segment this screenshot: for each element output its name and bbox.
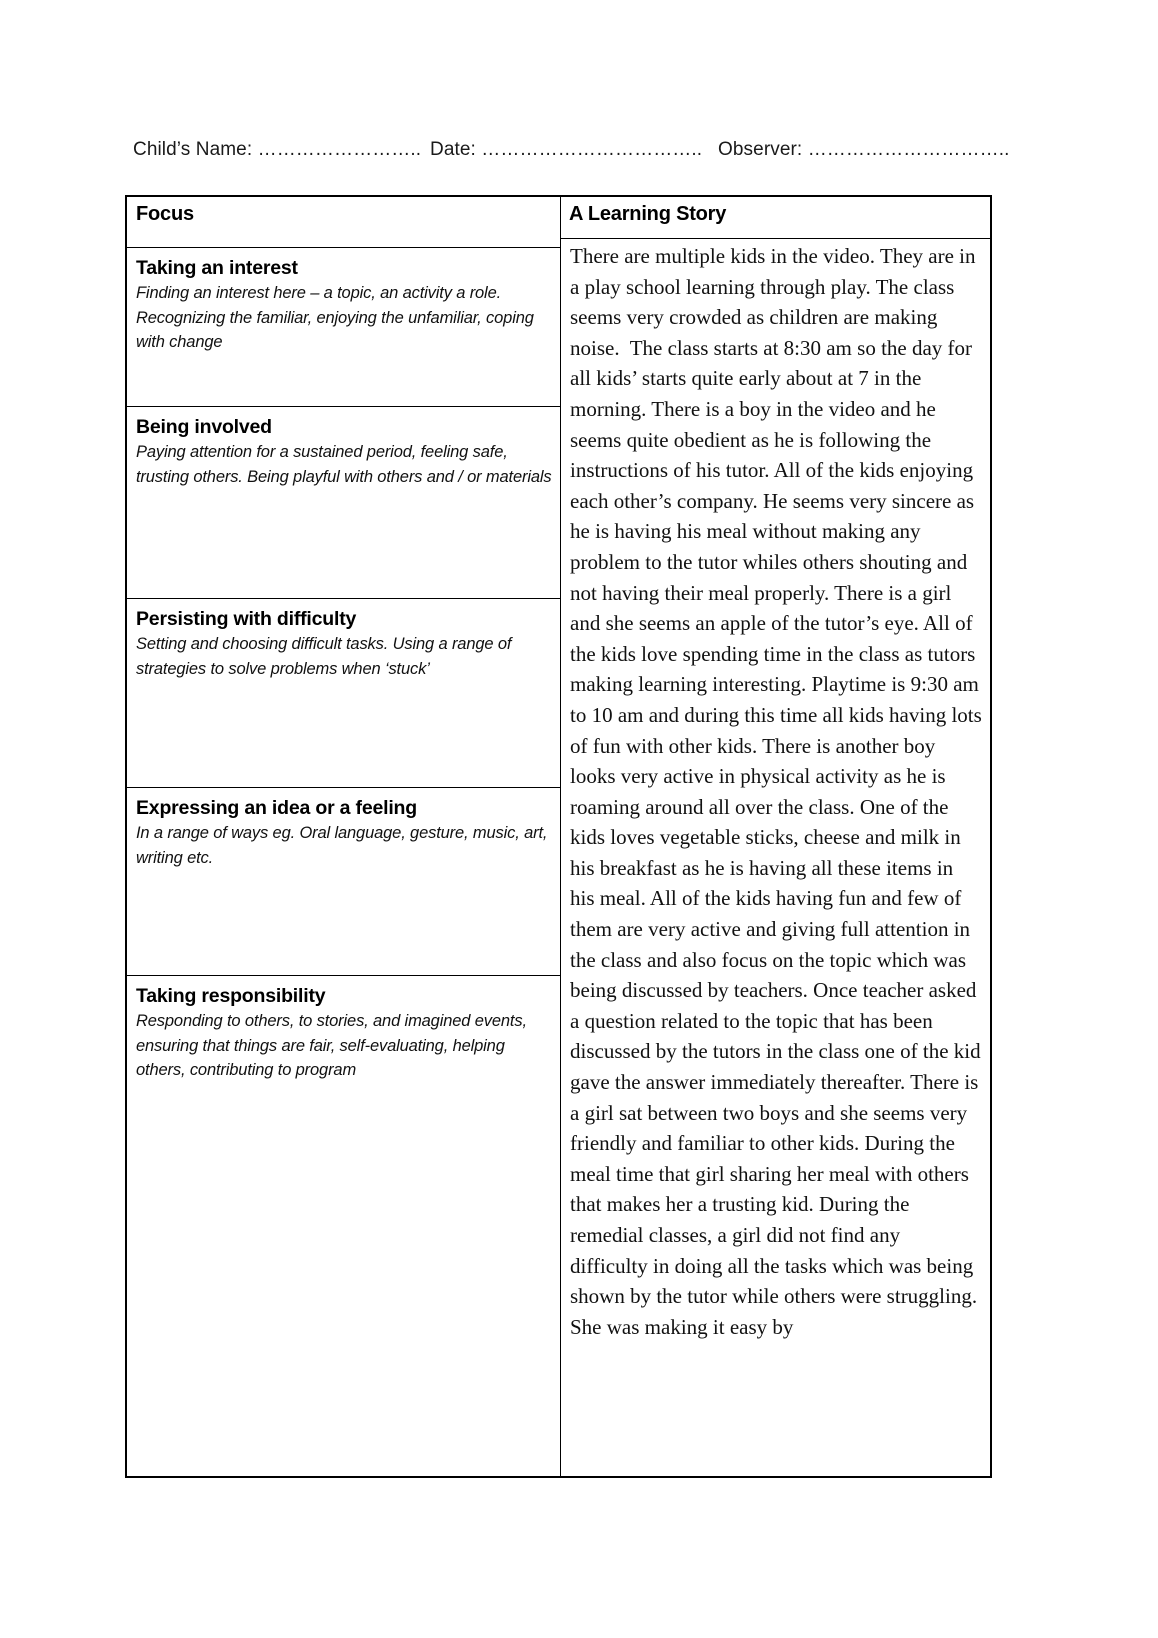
focus-column [127, 197, 560, 1476]
focus-row-title: Taking an interest [136, 257, 298, 279]
child-name-field: Child’s Name: …………………….. [133, 139, 422, 160]
focus-row-expressing-idea-or-feeling [127, 788, 560, 976]
story-column [560, 197, 990, 1476]
focus-row-taking-an-interest [127, 248, 560, 407]
focus-row-description: Responding to others, to stories, and imagined events, ensuring that things are fair, self-evaluating, helping others, contributing to program [136, 1012, 527, 1079]
focus-row-title: Persisting with difficulty [136, 608, 357, 630]
focus-row-description: In a range of ways eg. Oral language, gesture, music, art, writing etc. [136, 824, 548, 867]
focus-row-description: Setting and choosing difficult tasks. Using a range of strategies to solve problems when ‘stuck’ [136, 635, 512, 678]
header-fields [0, 138, 1158, 164]
focus-row-description: Paying attention for a sustained period, feeling safe, trusting others. Being playful with others and / or materials [136, 443, 552, 486]
learning-story-table [125, 195, 992, 1478]
focus-row-persisting-with-difficulty [127, 599, 560, 788]
focus-row-taking-responsibility [127, 976, 560, 1476]
focus-row-title: Expressing an idea or a feeling [136, 797, 417, 819]
focus-row-title: Being involved [136, 416, 272, 438]
focus-row-being-involved [127, 407, 560, 599]
date-field: Date: …………………………….. [430, 139, 703, 160]
story-cell [561, 239, 990, 1476]
learning-story-text: There are multiple kids in the video. They are in a play school learning through play. The class seems very crowded as children are making noise. The class starts at 8:30 am so the day for all kids’ starts quite early about at 7 in the morning. There is a boy in the video and he seems quite obedient as he is following the instructions of his tutor. All of the kids enjoying each other’s company. He seems very sincere as he is having his meal without making any problem to the tutor whiles others shouting and not having their meal properly. There is a girl and she seems an apple of the tutor’s eye. All of the kids love spending time in the class as tutors making learning interesting. Playtime is 9:30 am to 10 am and during this time all kids having lots of fun with other kids. There is another boy looks very active in physical activity as he is roaming around all over the class. One of the kids loves vegetable sticks, cheese and milk in his breakfast as he is having all these items in his meal. All of the kids having fun and few of them are very active and giving full attention in the class and also focus on the topic which was being discussed by teachers. Once teacher asked a question related to the topic that has been discussed by the tutors in the class one of the kid gave the answer immediately thereafter. There is a girl sat between two boys and she seems very friendly and familiar to other kids. During the meal time that girl sharing her meal with others that makes her a trusting kid. During the remedial classes, a girl did not find any difficulty in doing all the tasks which was being shown by the tutor while others were struggling. She was making it easy by [570, 244, 988, 1339]
focus-row-title: Taking responsibility [136, 985, 326, 1007]
observer-field: Observer: ………………………….. [718, 139, 1010, 160]
focus-row-description: Finding an interest here – a topic, an activity a role. Recognizing the familiar, enjoying the unfamiliar, coping with change [136, 284, 534, 351]
focus-column-header: Focus [127, 197, 560, 248]
story-column-header: A Learning Story [561, 197, 990, 239]
